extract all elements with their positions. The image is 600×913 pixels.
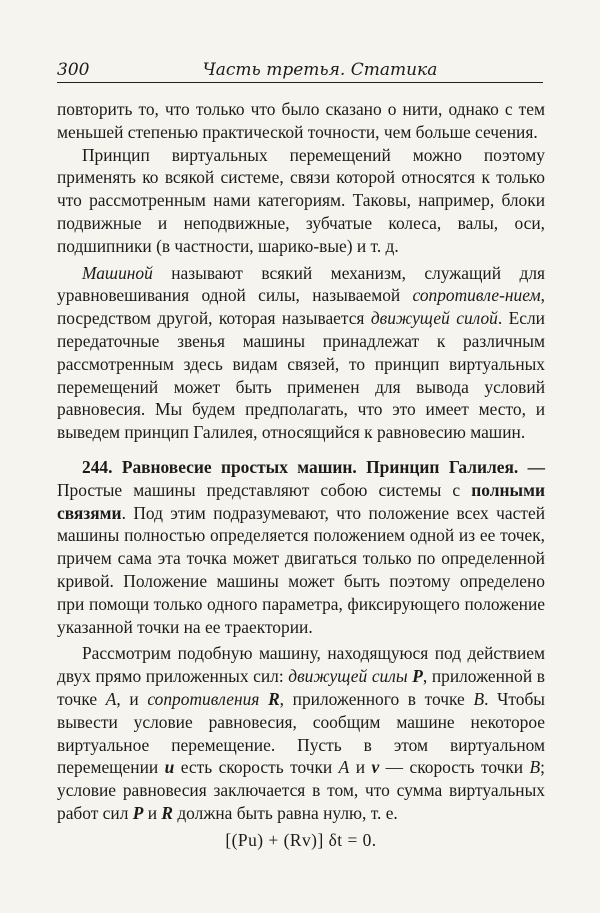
term-resistance: сопротивления [147,688,260,709]
text-span: , посредством другой, которая называется [57,285,545,329]
term-full-constraints: полными связями [57,479,545,523]
text-span: должна быть равна нулю, т. е. [172,802,398,823]
symbol-P: P [412,666,423,687]
symbol-B: B [529,757,541,778]
text-span: . Под этим подразумевают, что положение всех частей машины полностью определяется положением одной из ее точек, причем сама эта точка может двигаться только по определенной кривой. Положение машины может быть поэтому определено при помощи только одного параметра, фиксирующего положение указанной точки на ее траектории. [57,502,545,637]
paragraph-2: Принцип виртуальных перемещений можно поэтому применять ко всякой системе, связи которой относятся к только что рассмотренным нами категориям. Таковы, например, блоки подвижные и неподвижные, зубчатые колеса, валы, оси, подшипники (в частности, шарико-вые) и т. д. [57,144,545,256]
paragraph-3 [57,262,545,444]
symbol-A: A [105,688,117,709]
text-span: Простые машины представляют собою системы с [57,479,472,500]
text-span: и [143,802,162,823]
symbol-v: v [371,757,380,778]
text-span: , и [116,688,148,709]
symbol-R: R [161,802,173,823]
page-header [57,58,543,83]
text-span: Рассмотрим подобную машину, находящуюся под действием двух прямо приложенных сил: [57,643,545,687]
paragraph-5 [57,642,545,824]
symbol-P: P [132,802,144,823]
paragraph-1: повторить то, что только что было сказано о нити, однако с тем меньшей степенью практической точности, чем больше сечения. [57,99,545,142]
symbol-R: R [268,688,280,709]
text-span: . Если передаточные звенья машины принадлежат к различным рассмотренным здесь видам связей, то принцип виртуальных перемещений может быть применен для вывода условий равновесия. Мы будем предполагать, что это имеет место, и выведем принцип Галилея, относящийся к равновесию машин. [57,308,545,443]
term-resistance: сопротивле-нием [412,285,541,306]
section-heading: 244. Равновесие простых машин. Принцип Галилея. — [82,456,545,477]
text-span: , приложенного в точке [279,688,474,709]
text-span: и [349,757,372,778]
paragraph-4 [57,456,545,638]
text-span: ; условие равновесия заключается в том, что сумма виртуальных работ сил [57,757,545,823]
text-span: называют всякий механизм, служащий для уравновешивания одной силы, называемой [57,262,545,306]
text-span: есть скорость точки [174,757,339,778]
symbol-A: A [338,757,350,778]
term-driving-force: движущей силой [370,308,498,329]
symbol-u: u [164,757,175,778]
text-span: . Чтобы вывести условие равновесия, сообщим машине некоторое виртуальное перемещение. Пусть в этом виртуальном перемещении [57,688,545,778]
term-machine: Машиной [82,262,153,283]
formula: [(Pu) + (Rv)] δt = 0. [225,829,377,850]
body-text [57,98,545,852]
page-number: 300 [57,60,90,80]
running-title: Часть третья. Статика [202,60,438,80]
symbol-B: B [473,688,485,709]
term-driving-force: движущей силы [288,666,408,687]
text-span: — скорость точки [379,757,530,778]
text-span: , приложенной в точке [57,666,546,709]
